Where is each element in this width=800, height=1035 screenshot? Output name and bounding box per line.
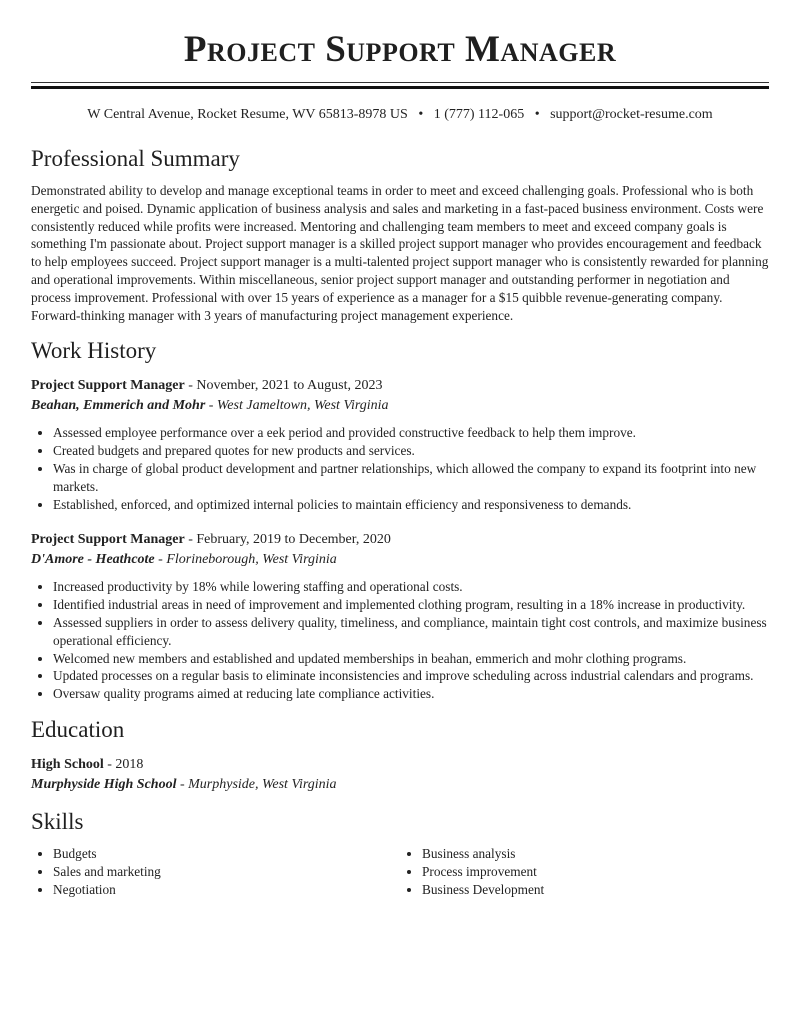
section-skills	[31, 807, 769, 898]
job-location: - West Jameltown, West Virginia	[205, 398, 389, 414]
list-item: • Established, enforced, and optimized internal policies to maintain efficiency and responsiveness to demands.	[53, 496, 769, 514]
education-school-line	[31, 775, 769, 795]
job-bullets	[31, 578, 769, 703]
job-dates: - November, 2021 to August, 2023	[184, 378, 383, 394]
skill-item: • Negotiation	[53, 881, 400, 899]
job-title: Project Support Manager	[31, 532, 185, 548]
bullet-separator: •	[418, 107, 424, 122]
education-year: - 2018	[103, 756, 144, 772]
section-professional-summary	[31, 144, 769, 324]
job-dates: - February, 2019 to December, 2020	[184, 532, 391, 548]
bullet-separator: •	[534, 107, 540, 122]
skill-item: • Business analysis	[422, 845, 769, 863]
job-title-line	[31, 376, 769, 396]
job-bullets	[31, 424, 769, 513]
skill-item: • Process improvement	[422, 863, 769, 881]
education-degree-line	[31, 755, 769, 775]
contact-email: support@rocket-resume.com	[550, 107, 713, 122]
list-item: • Was in charge of global product development and partner relationships, which allowed the company to expand its footprint into new markets.	[53, 460, 769, 496]
education-degree: High School	[31, 756, 104, 772]
job-company-line	[31, 396, 769, 416]
section-work-history	[31, 336, 769, 703]
rule-thick	[31, 86, 769, 89]
job-title: Project Support Manager	[31, 378, 185, 394]
skills-grid	[31, 845, 769, 898]
contact-line	[31, 106, 769, 124]
list-item: • Identified industrial areas in need of improvement and implemented clothing program, resulting in a 18% increase in productivity.	[53, 596, 769, 614]
job-title-line	[31, 530, 769, 550]
job-company: Beahan, Emmerich and Mohr	[31, 398, 206, 414]
job-location: - Florineborough, West Virginia	[154, 552, 337, 568]
skill-item: • Sales and marketing	[53, 863, 400, 881]
education-school: Murphyside High School	[31, 776, 177, 792]
section-education	[31, 715, 769, 795]
job-entry	[31, 530, 769, 703]
list-item: • Created budgets and prepared quotes for new products and services.	[53, 442, 769, 460]
section-heading: Education	[31, 716, 125, 742]
skills-column-left	[31, 845, 400, 898]
section-heading: Work History	[31, 338, 157, 364]
list-item: • Oversaw quality programs aimed at reducing late compliance activities.	[53, 685, 769, 703]
list-item: • Increased productivity by 18% while lowering staffing and operational costs.	[53, 578, 769, 596]
summary-text: Demonstrated ability to develop and manage exceptional teams in order to meet and exceed challenging goals. Professional who is both energetic and poised. Dynamic application of business analysis and sales and marketing in a fast-paced business environment. Costs were consistently reduced while profits were increased. Mentoring and challenging team members to meet and exceed company goals is something I'm passionate about. Project support manager is a skilled project support manager who provides encouragement and feedback to help employees succeed. Project support manager is a multi-talented project support manager who is consistently rewarded for planning and operational improvements. Within miscellaneous, senior project support manager and outstanding performer in negotiation and process improvement. Professional with over 15 years of experience as a manager for a $15 quibble revenue-generating company. Forward-thinking manager with 3 years of manufacturing project management experience.	[31, 183, 769, 323]
job-company: D'Amore - Heathcote	[31, 552, 155, 568]
contact-address: W Central Avenue, Rocket Resume, WV 65813-8978 US	[87, 107, 408, 122]
list-item: • Assessed employee performance over a eek period and provided constructive feedback to help them improve.	[53, 424, 769, 442]
contact-phone: 1 (777) 112-065	[433, 107, 525, 122]
rule-thin	[31, 82, 769, 83]
list-item: • Assessed suppliers in order to assess delivery quality, timeliness, and compliance, maintain tight cost controls, and maximize business operational efficiency.	[53, 614, 769, 650]
section-heading: Skills	[31, 808, 84, 834]
list-item: • Welcomed new members and established and updated memberships in beahan, emmerich and mohr clothing programs.	[53, 650, 769, 668]
resume-title: Project Support Manager	[183, 29, 617, 70]
header-double-rule	[31, 82, 769, 89]
skill-item: • Business Development	[422, 881, 769, 899]
job-entry	[31, 376, 769, 513]
education-location: - Murphyside, West Virginia	[176, 776, 337, 792]
skills-column-right	[400, 845, 769, 898]
education-entry	[31, 755, 769, 795]
skill-item: • Budgets	[53, 845, 400, 863]
job-company-line	[31, 550, 769, 570]
list-item: • Updated processes on a regular basis to eliminate inconsistencies and improve scheduling across industrial calendars and programs.	[53, 667, 769, 685]
section-heading: Professional Summary	[31, 146, 240, 171]
